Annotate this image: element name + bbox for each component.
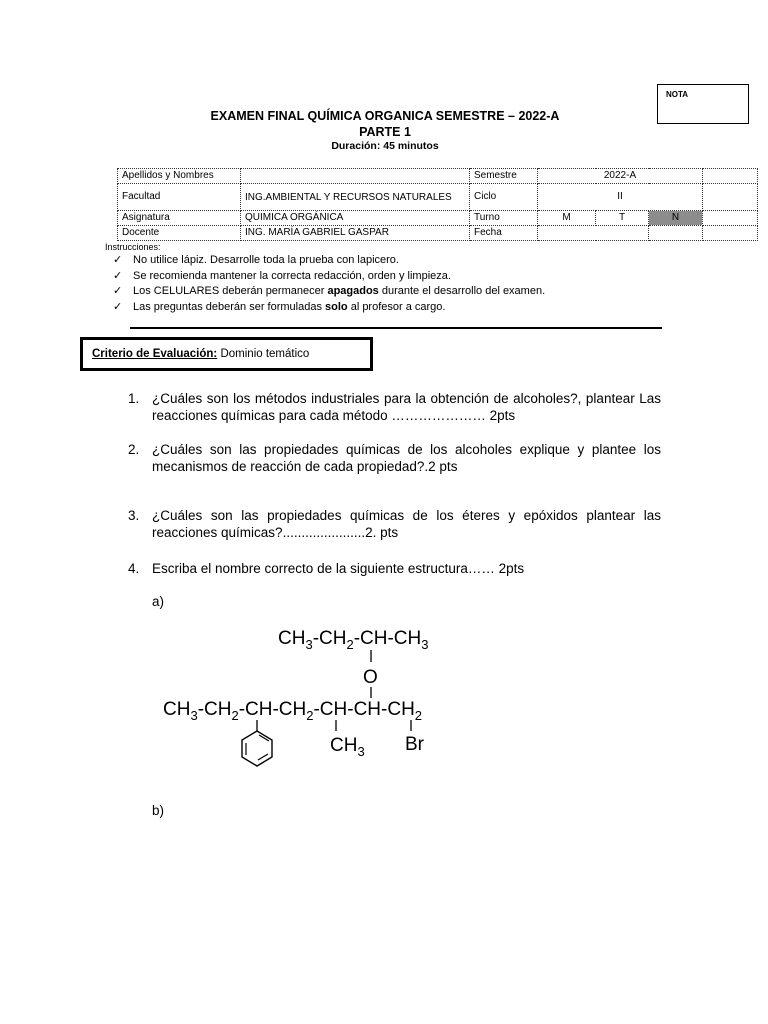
check-icon: ✓	[113, 300, 123, 313]
instruction-item: ✓ Las preguntas deberán ser formuladas solo al profesor a cargo.	[113, 300, 545, 316]
oxygen-atom: O	[363, 667, 378, 688]
criterio-label: Criterio de Evaluación:	[92, 348, 218, 360]
turno-label: Turno	[470, 211, 538, 226]
exam-part: PARTE 1	[359, 125, 411, 139]
semestre-label: Semestre	[470, 169, 538, 184]
instructions-label: Instrucciones:	[105, 242, 161, 252]
question-1: 1. ¿Cuáles son los métodos industriales para la obtención de alcoholes?, plantear Las reacciones químicas para cada método ………………… 2pts	[128, 391, 661, 423]
criterio-value: Dominio temático	[220, 348, 310, 360]
instruction-item: ✓ Se recomienda mantener la correcta redacción, orden y limpieza.	[113, 269, 545, 285]
question-2: 2. ¿Cuáles son las propiedades químicas de los alcoholes explique y plantee los mecanismos de reacción de cada propiedad?.2 pts	[128, 442, 661, 474]
semestre-value: 2022-A	[538, 169, 703, 184]
exam-duration: Duración: 45 minutos	[331, 140, 439, 152]
instruction-item: ✓ No utilice lápiz. Desarrolle toda la prueba con lapicero.	[113, 253, 545, 269]
check-icon: ✓	[113, 254, 123, 266]
instruction-item: ✓ Los CELULARES deberán permanecer apagados durante el desarrollo del examen.	[113, 284, 545, 300]
check-icon: ✓	[113, 269, 123, 282]
question-3: 3. ¿Cuáles son las propiedades químicas de los éteres y epóxidos plantear las reacciones químicas?......................2. pts	[128, 508, 661, 540]
check-icon: ✓	[113, 285, 123, 297]
turno-m[interactable]: M	[538, 211, 596, 226]
question-4: 4. Escriba el nombre correcto de la siguiente estructura…… 2pts	[128, 561, 525, 576]
ciclo-label: Ciclo	[470, 184, 538, 211]
docente-value: ING. MARÍA GABRIEL GASPAR	[241, 226, 470, 241]
benzene-ring-icon	[242, 731, 272, 766]
ciclo-value: II	[538, 184, 703, 211]
main-chain: $CH_3-CH_2-CH-CH_2-CH-CH-CH_2$	[163, 699, 423, 723]
sub-item-b: b)	[152, 803, 165, 818]
nota-label: NOTA	[666, 90, 689, 99]
facultad-value: ING.AMBIENTAL Y RECURSOS NATURALES	[241, 184, 470, 211]
asignatura-value: QUIMICA ORGÁNICA	[241, 211, 470, 226]
facultad-label: Facultad	[118, 184, 241, 211]
bromo-atom: Br	[405, 734, 424, 755]
turno-t[interactable]: T	[596, 211, 649, 226]
methyl-group: $CH_3$	[330, 735, 365, 759]
sub-item-a: a)	[152, 594, 165, 609]
apellidos-label: Apellidos y Nombres	[118, 169, 241, 184]
turno-n-selected[interactable]: N	[649, 211, 703, 226]
exam-title: EXAMEN FINAL QUÍMICA ORGANICA SEMESTRE – 2022-A	[210, 109, 560, 123]
top-chain: $CH_3-CH_2-CH-CH_3$	[278, 628, 429, 652]
docente-label: Docente	[118, 226, 241, 241]
asignatura-label: Asignatura	[118, 211, 241, 226]
fecha-label: Fecha	[470, 226, 538, 241]
